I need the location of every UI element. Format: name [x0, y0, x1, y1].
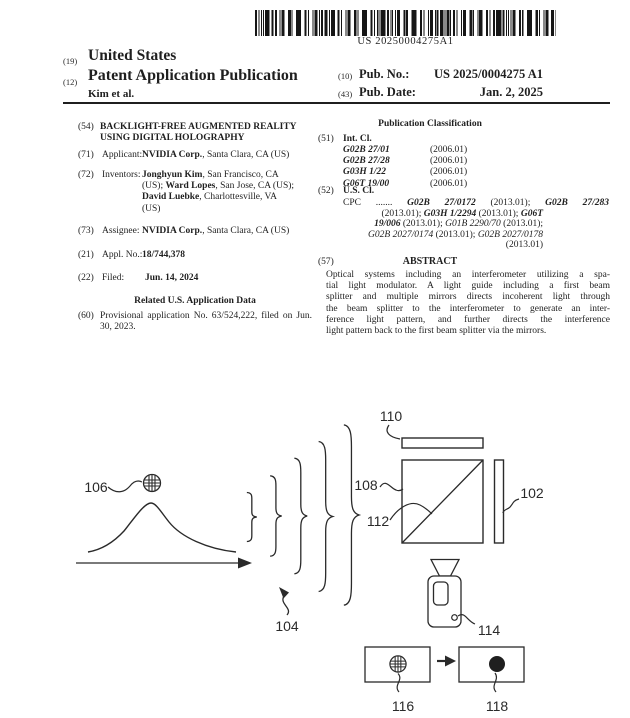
inventor-surname: Kim et al.	[88, 88, 135, 100]
header-rule	[63, 102, 610, 104]
label-106: 106	[84, 479, 108, 495]
source-dot-icon	[389, 655, 406, 672]
wavefront-brace	[270, 476, 282, 556]
inid-code-10: (10)	[338, 71, 353, 81]
country-name: United States	[88, 47, 177, 64]
cpc-line: CPC ....... G02B 27/0172 (2013.01); G02B 27/283	[343, 198, 609, 208]
filed-value: Jun. 14, 2024	[145, 273, 199, 283]
publication-type: Patent Application Publication	[88, 67, 298, 84]
pub-no-label: Pub. No.:	[359, 67, 410, 81]
int-cl-row: G06T 19/00 (2006.01)	[343, 178, 468, 189]
axis-arrowhead-icon	[238, 558, 252, 569]
applicant-value: NVIDIA Corp., Santa Clara, CA (US)	[142, 150, 290, 160]
cpc-line: (2013.01); G03H 1/2294 (2013.01); G06T	[381, 208, 543, 219]
wavefront-brace	[319, 442, 333, 592]
label-108: 108	[354, 477, 378, 493]
inventors-label: Inventors:	[102, 170, 141, 180]
applicant-label: Applicant:	[102, 150, 143, 160]
label-110: 110	[379, 408, 403, 424]
assignee-label: Assignee:	[102, 226, 140, 236]
inid-code-19: (19)	[63, 56, 78, 66]
invention-title: BACKLIGHT-FREE AUGMENTED REALITY USING DIGITAL HOLOGRAPHY	[100, 122, 297, 144]
pub-date-value: Jan. 2, 2025	[479, 85, 543, 99]
leader-104	[283, 596, 289, 615]
label-102: 102	[520, 485, 544, 501]
leader-102	[503, 499, 519, 513]
cpc-line: G02B 2027/0174 (2013.01); G02B 2027/0178	[368, 229, 543, 240]
wavefront-brace	[247, 493, 257, 542]
leader-110	[387, 425, 400, 439]
inid-code-57: (57)	[318, 257, 334, 267]
inid-code-21: (21)	[78, 250, 94, 260]
spectrum-curve	[88, 503, 236, 552]
filed-label: Filed:	[102, 273, 125, 283]
label-104: 104	[275, 618, 299, 634]
label-112: 112	[366, 513, 390, 529]
camera-icon	[428, 560, 461, 628]
inid-code-73: (73)	[78, 226, 94, 236]
cpc-line: 19/006 (2013.01); G01B 2290/70 (2013.01);	[374, 219, 543, 230]
frame-arrowhead-icon	[445, 656, 456, 667]
int-cl-table	[343, 145, 553, 190]
us-cl-label: U.S. Cl.	[343, 186, 375, 196]
int-cl-row: G03H 1/22 (2006.01)	[343, 167, 468, 178]
result-dot-icon	[489, 656, 505, 672]
int-cl-label: Int. Cl.	[343, 134, 372, 144]
barcode	[255, 10, 556, 36]
light-source-icon	[143, 474, 161, 492]
inid-code-52: (52)	[318, 186, 334, 196]
inid-code-54: (54)	[78, 122, 94, 132]
wavefront-brace	[344, 425, 359, 605]
wavefront-brace	[294, 458, 307, 574]
abstract-text: Optical systems including an interferometer utilizing a spa- tial light modulator. A light guide including a first beam splitter and multiple mirrors directs incoherent light through the beam splitter to the interferometer to generate an inter- ference light pattern, and further directs the interference light pattern back to the first beam splitter via the mirrors.	[326, 270, 610, 337]
appl-no-label: Appl. No.:	[102, 250, 143, 260]
output-coupler-rect	[495, 460, 504, 543]
inid-code-60: (60)	[78, 311, 94, 321]
pointer-arrowhead-icon	[279, 587, 289, 599]
inid-code-22: (22)	[78, 273, 94, 283]
related-data-heading: Related U.S. Application Data	[134, 296, 256, 306]
appl-no-value: 18/744,378	[142, 250, 186, 260]
cpc-line: (2013.01)	[505, 240, 543, 251]
mirror-rect	[402, 438, 483, 448]
pub-date-label: Pub. Date:	[359, 85, 416, 99]
leader-106	[108, 481, 142, 492]
inid-code-72: (72)	[78, 170, 94, 180]
inid-code-43: (43)	[338, 89, 353, 99]
pub-no-value: US 2025/0004275 A1	[433, 67, 543, 81]
inid-code-51: (51)	[318, 134, 334, 144]
barcode-number: US 20250004275A1	[357, 36, 454, 47]
label-118: 118	[485, 698, 509, 714]
int-cl-row: G02B 27/28 (2006.01)	[343, 156, 468, 167]
inid-code-12: (12)	[63, 77, 78, 87]
int-cl-row: G02B 27/01 (2006.01)	[343, 145, 468, 155]
inventors-value: Jonghyun Kim, San Francisco, CA (US); Ward Lopes, San Jose, CA (US); David Luebke, Charlottesville, VA (US)	[142, 170, 295, 214]
publication-classification-heading: Publication Classification	[378, 119, 482, 129]
leader-108	[380, 483, 403, 490]
abstract-heading: ABSTRACT	[402, 256, 458, 267]
label-114: 114	[477, 622, 501, 638]
patent-figure	[0, 395, 630, 718]
inid-code-71: (71)	[78, 150, 94, 160]
label-116: 116	[391, 698, 415, 714]
provisional-text: Provisional application No. 63/524,222, filed on Jun. 30, 2023.	[100, 311, 312, 333]
assignee-value: NVIDIA Corp., Santa Clara, CA (US)	[142, 226, 290, 236]
